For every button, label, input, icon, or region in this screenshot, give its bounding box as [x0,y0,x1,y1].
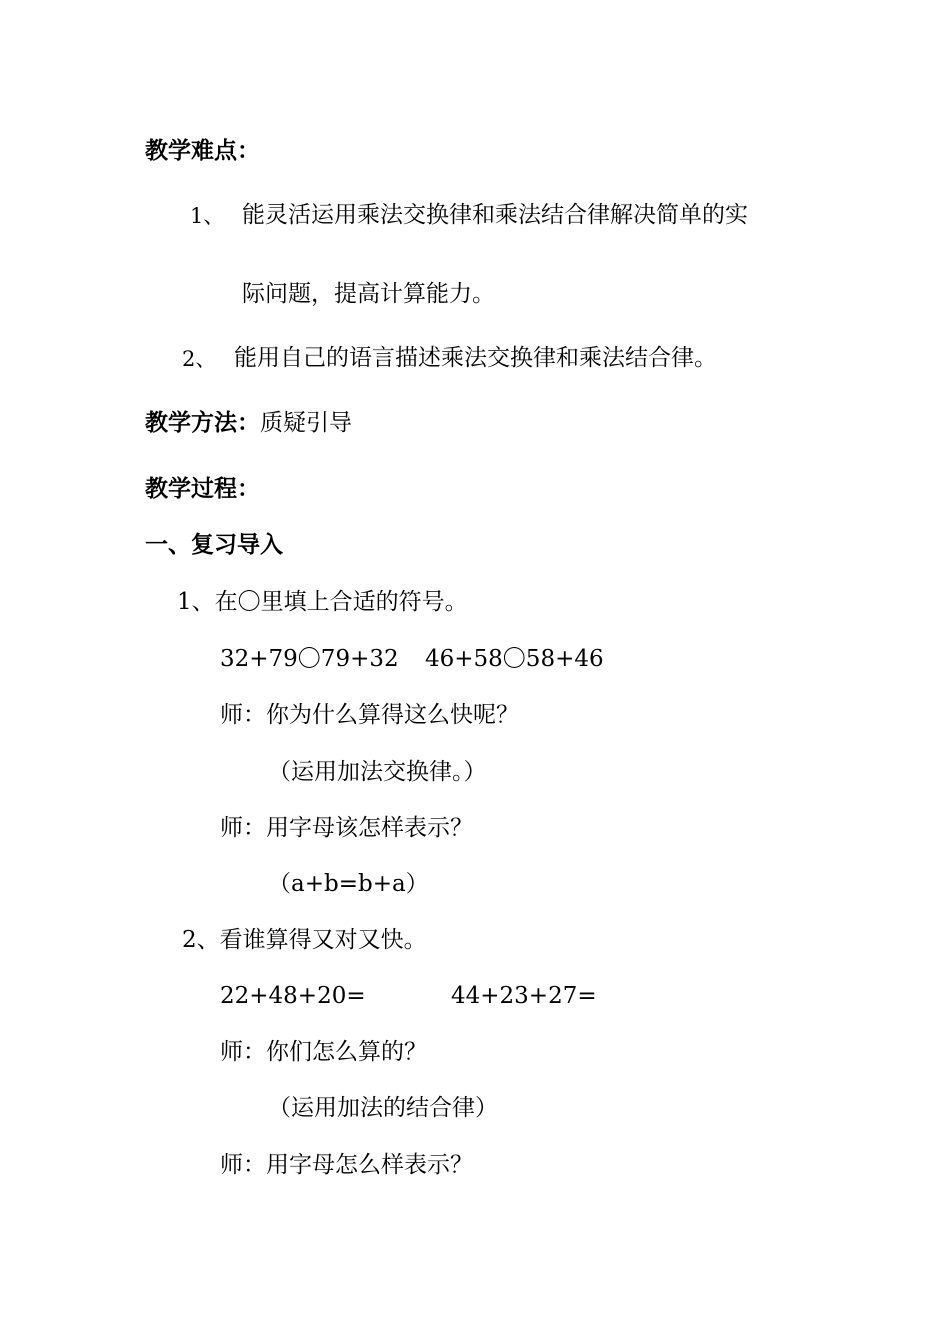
method-text: 质疑引导 [260,410,352,436]
difficulty-item1-number: 1、 [190,204,225,228]
difficulty-heading: 教学难点： [145,137,260,164]
q2-expression-a: 22+48+20= [220,983,366,1009]
q2-title: 2、看谁算得又对又快。 [182,927,427,953]
difficulty-item1-line1: 能灵活运用乘法交换律和乘法结合律解决简单的实 [242,202,748,228]
section1-heading: 一、复习导入 [145,531,283,558]
q2-answer1: （运用加法的结合律） [268,1095,498,1121]
q1-expression-a: 32+79〇79+32 [220,646,399,672]
q2-teacher-question2: 师：用字母怎么样表示？ [220,1152,473,1178]
q2-expression-b: 44+23+27= [451,983,597,1009]
q1-title: 1、在〇里填上合适的符号。 [177,589,468,615]
method-line [145,408,352,438]
q1-teacher-question2: 师：用字母该怎样表示？ [220,815,473,841]
q1-answer2: （a+b=b+a） [268,871,429,897]
q1-answer1: （运用加法交换律。） [268,759,487,785]
q1-expression-b: 46+58〇58+46 [425,646,604,672]
process-heading: 教学过程： [145,475,260,502]
difficulty-item2-text: 能用自己的语言描述乘法交换律和乘法结合律。 [234,345,717,371]
difficulty-item1-line2: 际问题，提高计算能力。 [242,281,495,307]
q1-teacher-question1: 师：你为什么算得这么快呢？ [220,702,519,728]
method-heading: 教学方法： [145,409,260,436]
difficulty-item2-number: 2、 [182,347,217,371]
q2-teacher-question1: 师：你们怎么算的？ [220,1039,427,1065]
